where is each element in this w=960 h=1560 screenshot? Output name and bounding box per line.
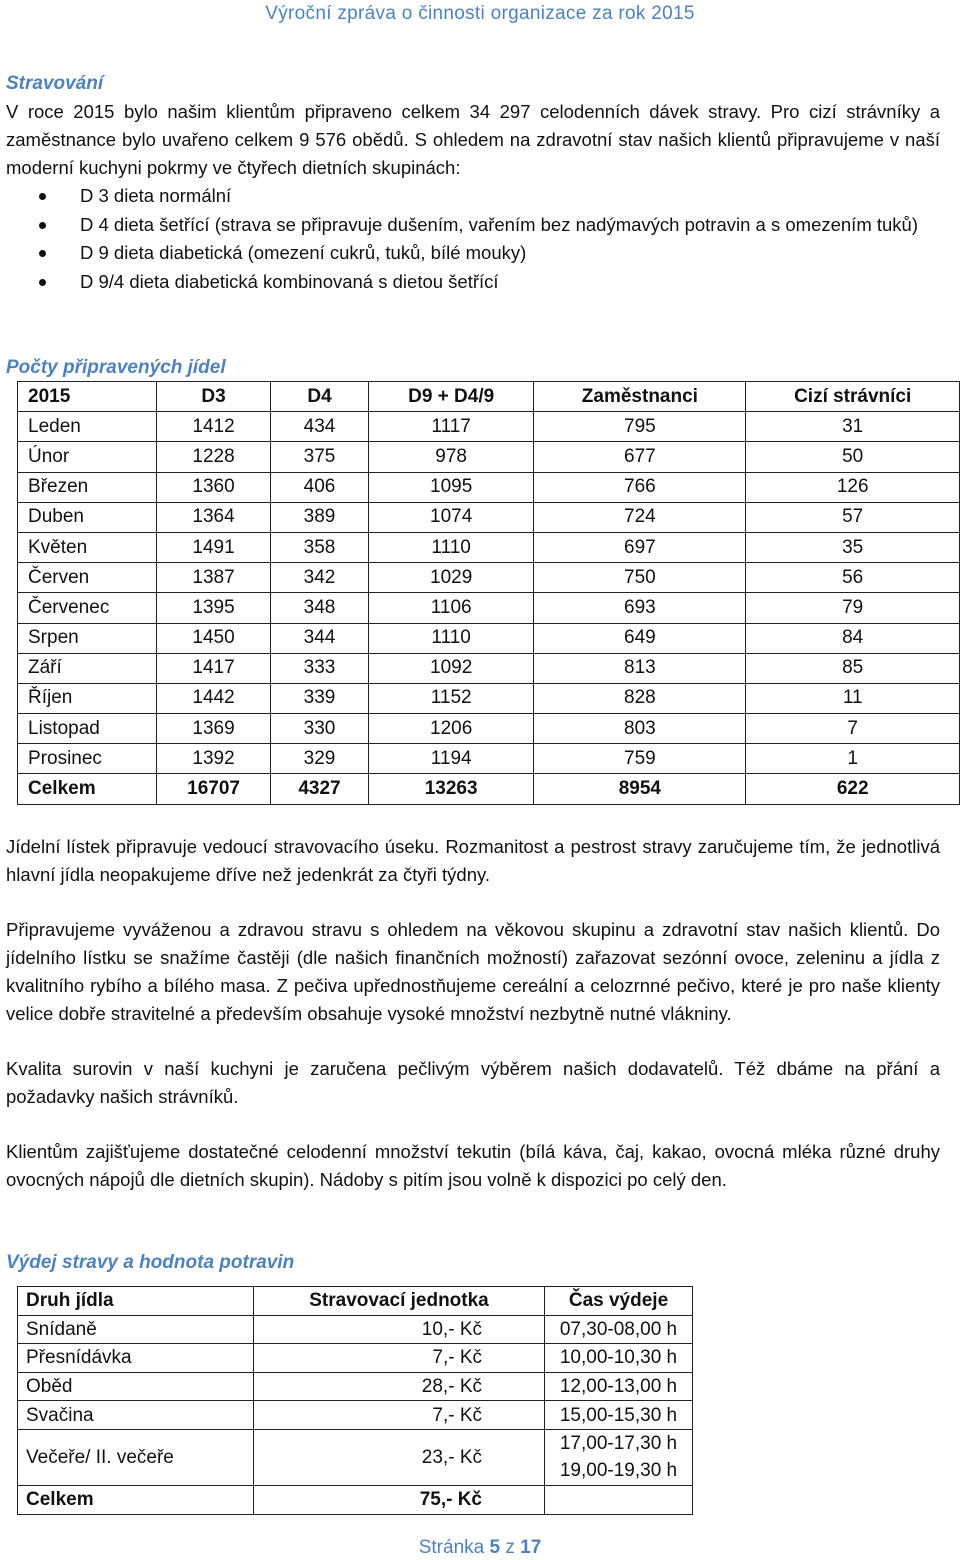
table-cell: 1110 bbox=[368, 532, 533, 562]
table-cell: 406 bbox=[271, 472, 369, 502]
table-cell: 1450 bbox=[157, 623, 271, 653]
time-line: 17,00-17,30 h bbox=[559, 1433, 678, 1455]
table-cell: 333 bbox=[271, 653, 369, 683]
table-cell: 4327 bbox=[271, 774, 369, 804]
table-cell: Snídaně bbox=[18, 1315, 254, 1344]
table-cell: 11 bbox=[746, 683, 960, 713]
table-cell: 622 bbox=[746, 774, 960, 804]
table-cell: 1442 bbox=[157, 683, 271, 713]
table-cell: 1029 bbox=[368, 563, 533, 593]
table-cell: 31 bbox=[746, 412, 960, 442]
footer-prefix: Stránka bbox=[418, 1537, 485, 1558]
table-cell: 1206 bbox=[368, 714, 533, 744]
column-header: Čas výdeje bbox=[545, 1287, 693, 1316]
table-header-row bbox=[18, 382, 960, 412]
table-row bbox=[18, 502, 960, 532]
table-cell: 1110 bbox=[368, 623, 533, 653]
table-cell: 759 bbox=[534, 744, 746, 774]
service-table bbox=[17, 1286, 693, 1515]
footer-separator: z bbox=[505, 1537, 515, 1558]
table-row bbox=[18, 653, 960, 683]
paragraph-diet: Připravujeme vyváženou a zdravou stravu s ohledem na věkovou skupinu a zdravotní stav našich klientů. Do jídelního lístku se snažíme častěji (dle našich finančních možností) zařazovat sezónní ovoce, zeleninu a jídla z kvalitního rybího a bílého masa. Z pečiva upřednostňujeme cereální a celozrnné pečivo, které je pro naše klienty velice dobře stravitelné a především obsahuje vysoké množství nezbytně nutné vlákniny. bbox=[6, 919, 940, 1024]
table-header-row bbox=[18, 1287, 693, 1316]
table-cell: 1194 bbox=[368, 744, 533, 774]
table-cell: 1228 bbox=[157, 442, 271, 472]
table-cell: 750 bbox=[534, 563, 746, 593]
table-cell: 23,- Kč bbox=[254, 1429, 545, 1485]
table-row bbox=[18, 532, 960, 562]
table-cell: 7,- Kč bbox=[254, 1344, 545, 1373]
table-cell: 15,00-15,30 h bbox=[545, 1401, 693, 1430]
table-cell: 1364 bbox=[157, 502, 271, 532]
table-cell: 1 bbox=[746, 744, 960, 774]
table-cell: 16707 bbox=[157, 774, 271, 804]
table-cell: Leden bbox=[18, 412, 157, 442]
table-row bbox=[18, 714, 960, 744]
table-cell: Večeře/ II. večeře bbox=[18, 1429, 254, 1485]
table-cell: 649 bbox=[534, 623, 746, 653]
table-row bbox=[18, 472, 960, 502]
table-cell: 339 bbox=[271, 683, 369, 713]
table-cell: 795 bbox=[534, 412, 746, 442]
table-cell: 1360 bbox=[157, 472, 271, 502]
list-item: D 9/4 dieta diabetická kombinovaná s dietou šetřící bbox=[80, 268, 940, 297]
table-cell: 10,- Kč bbox=[254, 1315, 545, 1344]
table-cell: 828 bbox=[534, 683, 746, 713]
table-row bbox=[18, 744, 960, 774]
document-body bbox=[6, 70, 940, 296]
table-cell: 07,30-08,00 h bbox=[545, 1315, 693, 1344]
table-cell: 434 bbox=[271, 412, 369, 442]
table-cell: Srpen bbox=[18, 623, 157, 653]
table-cell: 803 bbox=[534, 714, 746, 744]
paragraph-suppliers: Kvalita surovin v naší kuchyni je zaručena pečlivým výběrem našich dodavatelů. Též dbáme na přání a požadavky našich strávníků. bbox=[6, 1058, 940, 1107]
table-cell: 693 bbox=[534, 593, 746, 623]
table-cell: 1417 bbox=[157, 653, 271, 683]
table-cell: 724 bbox=[534, 502, 746, 532]
table-row bbox=[18, 1401, 693, 1430]
table-cell: 330 bbox=[271, 714, 369, 744]
table-cell: 766 bbox=[534, 472, 746, 502]
table-cell: 1387 bbox=[157, 563, 271, 593]
table-cell: Prosinec bbox=[18, 744, 157, 774]
table-row bbox=[18, 1429, 693, 1485]
paragraph-fluids: Klientům zajišťujeme dostatečné celodenní množství tekutin (bílá káva, čaj, kakao, ovocná mléka různé druhy ovocných nápojů dle dietních skupin). Nádoby s pitím jsou volně k dispozici po celý den. bbox=[6, 1141, 940, 1190]
time-line: 19,00-19,30 h bbox=[559, 1460, 678, 1482]
table-cell: 344 bbox=[271, 623, 369, 653]
table-cell: 10,00-10,30 h bbox=[545, 1344, 693, 1373]
meals-table bbox=[17, 381, 960, 805]
table-cell: 7,- Kč bbox=[254, 1401, 545, 1430]
column-header: D3 bbox=[157, 382, 271, 412]
table-cell: Březen bbox=[18, 472, 157, 502]
table-cell: 1412 bbox=[157, 412, 271, 442]
page-footer bbox=[0, 1536, 960, 1560]
table-cell: Přesnídávka bbox=[18, 1344, 254, 1373]
table-cell: 697 bbox=[534, 532, 746, 562]
table-cell: 978 bbox=[368, 442, 533, 472]
table-cell: 1395 bbox=[157, 593, 271, 623]
footer-page-total: 17 bbox=[520, 1537, 542, 1558]
table-cell: Celkem bbox=[18, 774, 157, 804]
table-cell: 56 bbox=[746, 563, 960, 593]
text-block bbox=[6, 833, 940, 1194]
table-cell: Červen bbox=[18, 563, 157, 593]
table-row bbox=[18, 683, 960, 713]
table-cell: 1092 bbox=[368, 653, 533, 683]
table-cell: 75,- Kč bbox=[254, 1485, 545, 1514]
table-cell: 358 bbox=[271, 532, 369, 562]
table-cell bbox=[545, 1485, 693, 1514]
table-cell: 1369 bbox=[157, 714, 271, 744]
table-cell: 50 bbox=[746, 442, 960, 472]
table-cell: 389 bbox=[271, 502, 369, 532]
table-cell: 375 bbox=[271, 442, 369, 472]
table-row bbox=[18, 563, 960, 593]
table-cell: Květen bbox=[18, 532, 157, 562]
table-cell: 813 bbox=[534, 653, 746, 683]
table-cell: 7 bbox=[746, 714, 960, 744]
section-heading-vydej: Výdej stravy a hodnota potravin bbox=[6, 1252, 295, 1273]
column-header: Stravovací jednotka bbox=[254, 1287, 545, 1316]
diet-list bbox=[6, 182, 940, 296]
table-cell: 79 bbox=[746, 593, 960, 623]
table-cell: 348 bbox=[271, 593, 369, 623]
table-cell: 35 bbox=[746, 532, 960, 562]
section-heading-stravovani: Stravování bbox=[6, 73, 104, 94]
table-cell: 28,- Kč bbox=[254, 1372, 545, 1401]
column-header: Druh jídla bbox=[18, 1287, 254, 1316]
table-row bbox=[18, 1344, 693, 1373]
section-heading-pocty: Počty připravených jídel bbox=[6, 357, 226, 378]
table-cell: 84 bbox=[746, 623, 960, 653]
table-cell: 57 bbox=[746, 502, 960, 532]
list-item: D 9 dieta diabetická (omezení cukrů, tuků, bílé mouky) bbox=[80, 239, 940, 268]
column-header: 2015 bbox=[18, 382, 157, 412]
table-cell: 1152 bbox=[368, 683, 533, 713]
table-cell: 677 bbox=[534, 442, 746, 472]
table-cell: Únor bbox=[18, 442, 157, 472]
table-cell: 1491 bbox=[157, 532, 271, 562]
column-header: D4 bbox=[271, 382, 369, 412]
table-cell: 342 bbox=[271, 563, 369, 593]
table-cell: Oběd bbox=[18, 1372, 254, 1401]
table-cell: 126 bbox=[746, 472, 960, 502]
table-row bbox=[18, 593, 960, 623]
table-cell: 1392 bbox=[157, 744, 271, 774]
table-cell: Červenec bbox=[18, 593, 157, 623]
table-cell: Listopad bbox=[18, 714, 157, 744]
table-total-row bbox=[18, 1485, 693, 1514]
intro-paragraph: V roce 2015 bylo našim klientům připraveno celkem 34 297 celodenních dávek stravy. Pro cizí strávníky a zaměstnance bylo uvařeno celkem 9 576 obědů. S ohledem na zdravotní stav našich klientů připravujeme v naší moderní kuchyni pokrmy ve čtyřech dietních skupinách: bbox=[6, 101, 940, 178]
column-header: Zaměstnanci bbox=[534, 382, 746, 412]
table-row bbox=[18, 412, 960, 442]
list-item: D 3 dieta normální bbox=[80, 182, 940, 211]
table-cell: Svačina bbox=[18, 1401, 254, 1430]
footer-page-number: 5 bbox=[489, 1537, 501, 1558]
table-cell: 8954 bbox=[534, 774, 746, 804]
table-row bbox=[18, 442, 960, 472]
table-cell: Září bbox=[18, 653, 157, 683]
page-header: Výroční zpráva o činnosti organizace za rok 2015 bbox=[265, 3, 695, 24]
table-total-row bbox=[18, 774, 960, 804]
table-cell: 329 bbox=[271, 744, 369, 774]
table-cell: 1095 bbox=[368, 472, 533, 502]
table-row bbox=[18, 1315, 693, 1344]
table-cell bbox=[545, 1429, 693, 1485]
table-cell: 13263 bbox=[368, 774, 533, 804]
table-row bbox=[18, 623, 960, 653]
table-cell: Duben bbox=[18, 502, 157, 532]
table-row bbox=[18, 1372, 693, 1401]
table-cell: Říjen bbox=[18, 683, 157, 713]
table-cell: 85 bbox=[746, 653, 960, 683]
table-cell: Celkem bbox=[18, 1485, 254, 1514]
table-cell: 1074 bbox=[368, 502, 533, 532]
column-header: Cizí strávníci bbox=[746, 382, 960, 412]
table-cell: 1106 bbox=[368, 593, 533, 623]
table-cell: 12,00-13,00 h bbox=[545, 1372, 693, 1401]
table-cell: 1117 bbox=[368, 412, 533, 442]
list-item: D 4 dieta šetřící (strava se připravuje dušením, vařením bez nadýmavých potravin a s omezením tuků) bbox=[80, 211, 940, 240]
paragraph-menu: Jídelní lístek připravuje vedoucí stravovacího úseku. Rozmanitost a pestrost stravy zaručujeme tím, že jednotlivá hlavní jídla neopakujeme dříve než jedenkrát za čtyři týdny. bbox=[6, 836, 940, 885]
column-header: D9 + D4/9 bbox=[368, 382, 533, 412]
